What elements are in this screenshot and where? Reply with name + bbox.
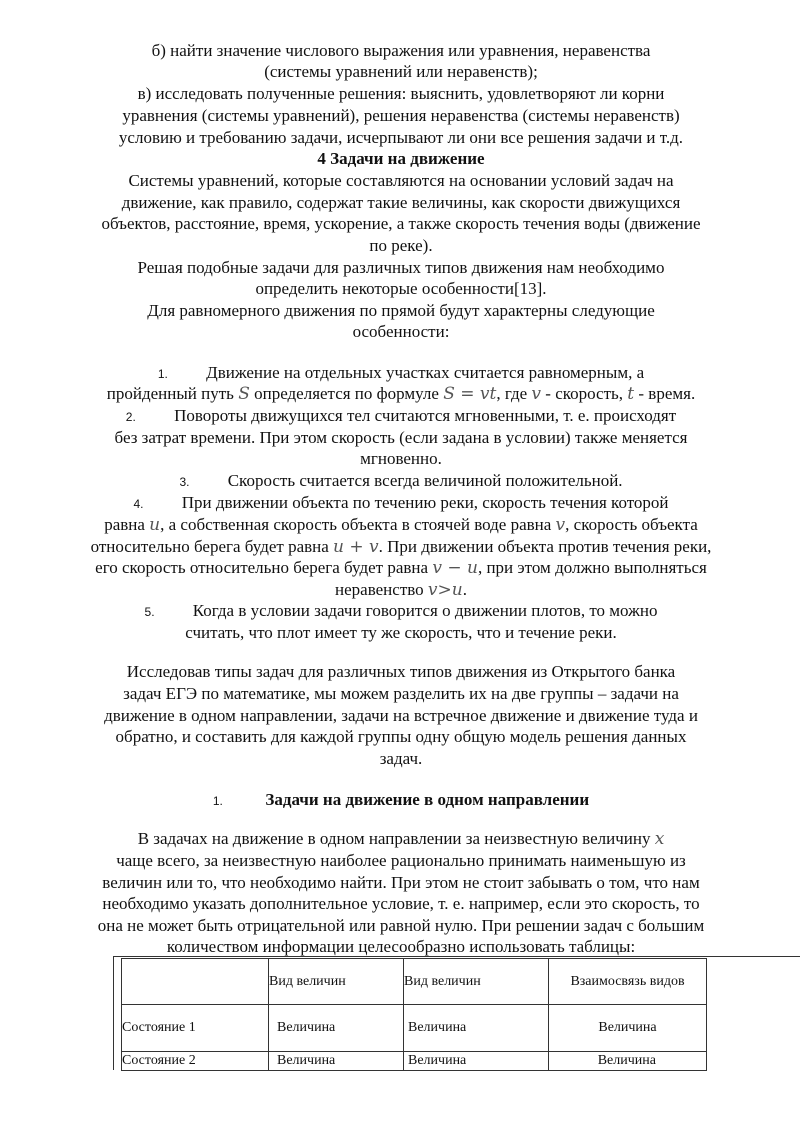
subsection-title: 1. Задачи на движение в одном направлении — [212, 790, 590, 809]
list-number: 4. — [133, 497, 144, 511]
list-item-line: неравенство v>u. — [335, 580, 467, 600]
math-var: v — [555, 515, 566, 535]
table-row — [122, 1052, 707, 1071]
text-line: Решая подобные задачи для различных типов движения нам необходимо — [137, 258, 665, 277]
table-header-cell: Вид величин — [269, 959, 404, 1005]
math-var: t — [627, 384, 635, 404]
table-row — [122, 1005, 707, 1052]
math-formula: v − u — [432, 558, 478, 578]
text-line: (системы уравнений или неравенств); — [264, 62, 538, 81]
text-line: количеством информации целесообразно использовать таблицы: — [166, 937, 636, 956]
text-line: величин или то, что необходимо найти. При этом не стоит забывать о том, что нам — [102, 873, 700, 892]
text-line: задач ЕГЭ по математике, мы можем разделить их на две группы – задачи на — [123, 684, 679, 703]
text-line: движение, как правило, содержат такие величины, как скорости движущихся — [121, 193, 681, 212]
math-var: u — [149, 515, 161, 535]
table-header-cell: Вид величин — [404, 959, 549, 1005]
text-line: Исследовав типы задач для различных типов движения из Открытого банка — [126, 662, 676, 681]
list-number: 1. — [212, 794, 223, 808]
list-number: 2. — [125, 410, 136, 424]
table-cell: Величина — [269, 1005, 404, 1052]
math-var: S — [238, 384, 250, 404]
list-item: 3. Скорость считается всегда величиной положительной. — [179, 471, 623, 490]
table-cell: Величина — [549, 1005, 707, 1052]
table-cell: Величина — [269, 1052, 404, 1071]
list-item-line: пройденный путь S определяется по формуле S = vt, где v - скорость, t - время. — [106, 384, 696, 404]
text-line: Для равномерного движения по прямой будут характерны следующие — [147, 301, 655, 320]
list-item: 2. Повороты движущихся тел считаются мгновенными, т. е. происходят — [125, 406, 677, 425]
list-number: 1. — [157, 367, 168, 381]
section-title: 4 Задачи на движение — [317, 149, 485, 168]
list-item-line: относительно берега будет равна u + v. При движении объекта против течения реки, — [90, 537, 712, 557]
text-line: б) найти значение числового выражения или уравнения, неравенства — [151, 41, 651, 60]
table-header-cell — [122, 959, 269, 1005]
table-cell: Состояние 1 — [122, 1005, 269, 1052]
text-line: В задачах на движение в одном направлении за неизвестную величину x — [137, 829, 665, 849]
text-line: уравнения (системы уравнений), решения неравенства (системы неравенств) — [122, 106, 680, 125]
text-line: необходимо указать дополнительное условие, т. е. например, если это скорость, то — [102, 894, 700, 913]
text-line: чаще всего, за неизвестную наиболее рационально принимать наименьшую из — [116, 851, 686, 870]
text-line: задач. — [379, 749, 423, 768]
list-item-line: мгновенно. — [360, 449, 442, 468]
text-line: Системы уравнений, которые составляются на основании условий задач на — [128, 171, 674, 190]
math-formula: v>u — [427, 580, 463, 600]
text-line: определить некоторые особенности[13]. — [255, 279, 547, 298]
math-formula: S = vt — [443, 384, 497, 404]
math-formula: u + v — [333, 537, 379, 557]
table-header-row — [122, 959, 707, 1005]
table-cell: Величина — [404, 1005, 549, 1052]
text-line: движение в одном направлении, задачи на встречное движение и движение туда и — [104, 706, 698, 725]
list-item-line: его скорость относительно берега будет равна v − u, при этом должно выполняться — [95, 558, 707, 578]
text-line: объектов, расстояние, время, ускорение, а также скорость течения воды (движение — [101, 214, 701, 233]
table-cell: Величина — [404, 1052, 549, 1071]
list-item: 1. Движение на отдельных участках считается равномерным, а — [157, 363, 645, 382]
list-item: 5. Когда в условии задачи говорится о движении плотов, то можно — [144, 601, 658, 620]
table-cell: Величина — [549, 1052, 707, 1071]
text-line: по реке). — [369, 236, 433, 255]
list-item-line: равна u, а собственная скорость объекта в стоячей воде равна v, скорость объекта — [104, 515, 698, 535]
text-line: обратно, и составить для каждой группы одну общую модель решения данных — [115, 727, 687, 746]
list-number: 5. — [144, 605, 155, 619]
text-line: особенности: — [352, 322, 450, 341]
table-cell: Состояние 2 — [122, 1052, 269, 1071]
text-line: в) исследовать полученные решения: выяснить, удовлетворяют ли корни — [137, 84, 665, 103]
list-item-line: без затрат времени. При этом скорость (если задана в условии) также меняется — [114, 428, 688, 447]
list-number: 3. — [179, 475, 190, 489]
math-var: v — [531, 384, 542, 404]
list-item: 4. При движении объекта по течению реки, скорость течения которой — [133, 493, 669, 512]
list-item-line: считать, что плот имеет ту же скорость, что и течение реки. — [185, 623, 617, 642]
data-table — [121, 958, 707, 1071]
table-header-cell: Взаимосвязь видов — [549, 959, 707, 1005]
math-var: x — [654, 829, 665, 849]
text-line: условию и требованию задачи, исчерпывают ли они все решения задачи и т.д. — [118, 128, 684, 147]
text-line: она не может быть отрицательной или равной нулю. При решении задач с большим — [97, 916, 705, 935]
